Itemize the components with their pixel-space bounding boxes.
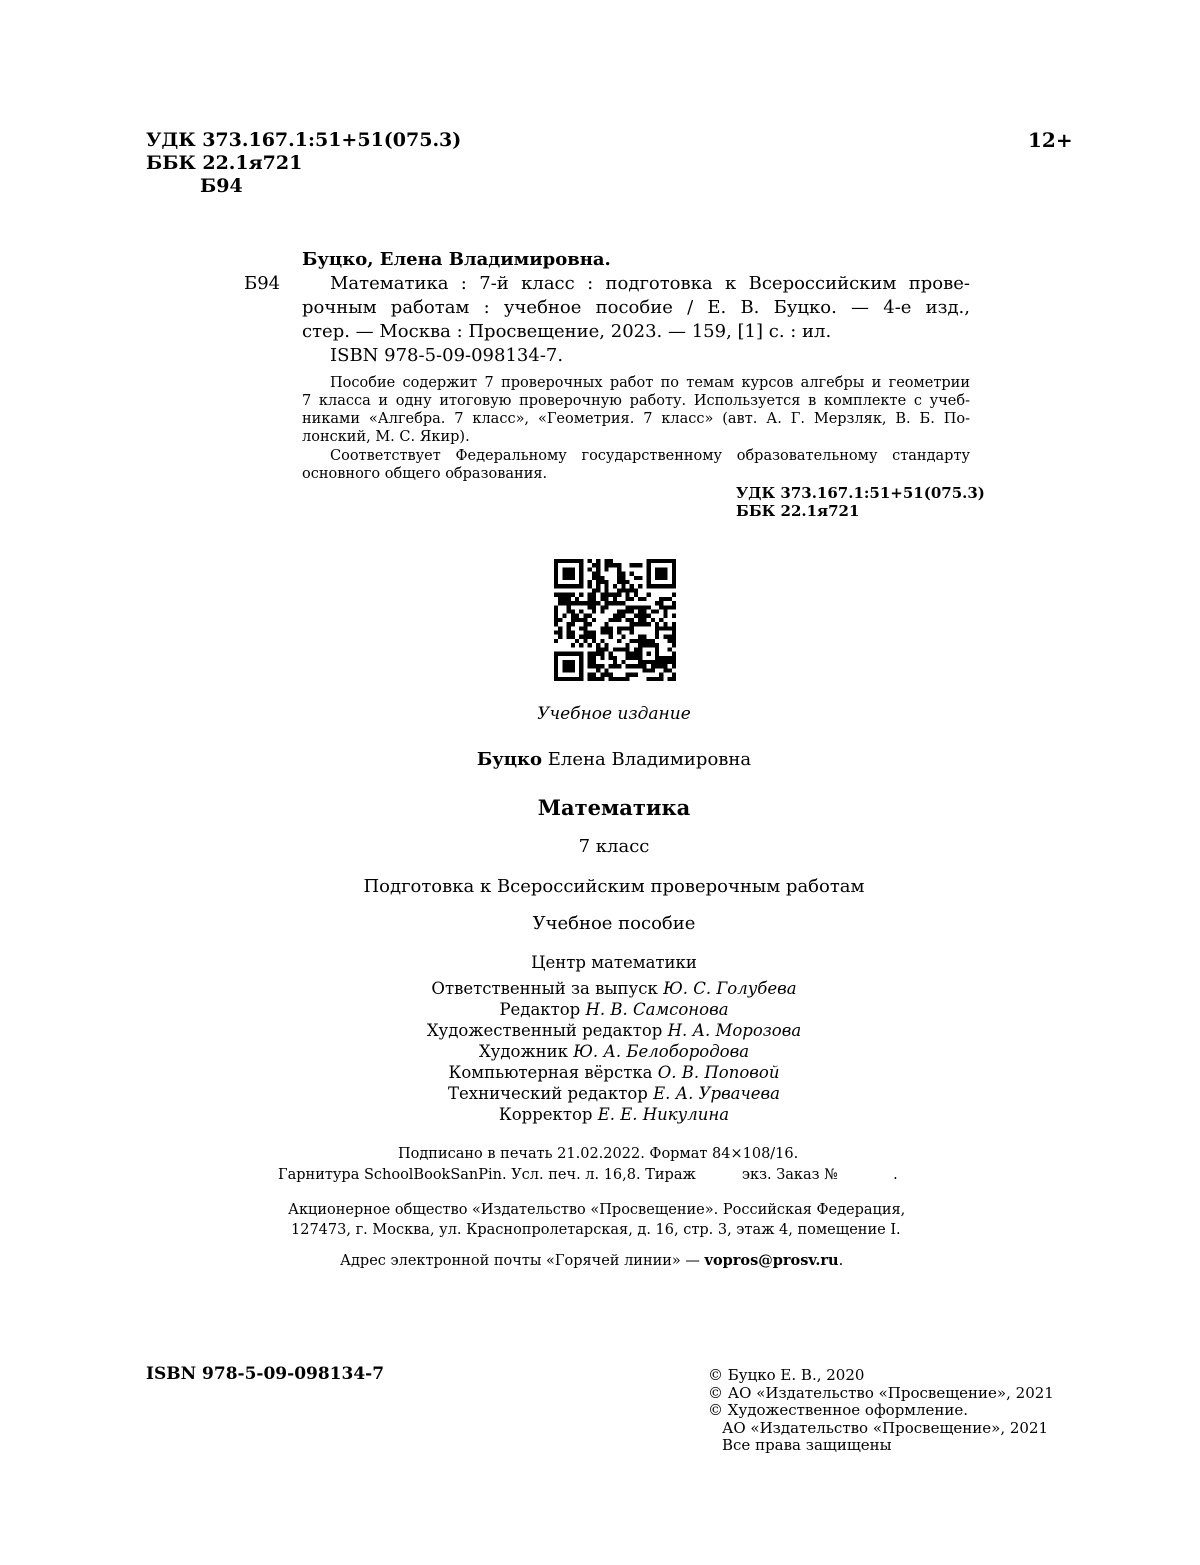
book-type: Учебное пособие <box>532 913 696 934</box>
hotline-email-line <box>340 1251 843 1271</box>
record-annotation-line: Пособие содержит 7 проверочных работ по темам курсов алгебры и геометрии <box>330 375 970 391</box>
qr-code <box>554 559 676 681</box>
credit-role: Ответственный за выпуск <box>431 979 664 998</box>
credit-name: Е. Е. Никулина <box>597 1105 730 1124</box>
record-author-heading: Буцко, Елена Владимировна. <box>302 249 611 270</box>
header-bbk: ББК 22.1я721 <box>146 152 303 174</box>
hotline-email: vopros@prosv.ru <box>704 1252 839 1269</box>
record-standard-line: основного общего образования. <box>302 466 548 482</box>
credit-line <box>0 1062 1200 1083</box>
record-bbk: ББК 22.1я721 <box>736 502 860 520</box>
record-title-line: рочным работам : учебное пособие / Е. В. Буцко. — 4-е изд., <box>302 297 970 318</box>
book-title: Математика <box>537 795 691 820</box>
credit-name: Н. В. Самсонова <box>585 1000 729 1019</box>
credit-line <box>0 1041 1200 1062</box>
publishing-center: Центр математики <box>531 953 697 972</box>
record-standard-line: Соответствует Федеральному государственному образовательному стандарту <box>330 448 970 464</box>
credit-line <box>0 1083 1200 1104</box>
credit-name: Е. А. Урвачева <box>653 1084 780 1103</box>
credit-role: Корректор <box>498 1105 598 1124</box>
record-annotation-line: никами «Алгебра. 7 класс», «Геометрия. 7 класс» (авт. А. Г. Мерзляк, В. Б. По- <box>302 411 970 427</box>
edition-type: Учебное издание <box>537 704 691 724</box>
record-code: Б94 <box>244 273 281 294</box>
author-name: Елена Владимировна <box>542 749 752 770</box>
copyright-line: © АО «Издательство «Просвещение», 2021 <box>708 1383 1054 1402</box>
book-subtitle: Подготовка к Всероссийским проверочным работам <box>363 876 865 897</box>
credit-name: Ю. С. Голубева <box>663 979 797 998</box>
record-annotation-line: 7 класса и одну итоговую проверочную работу. Используется в комплекте с учеб- <box>302 393 970 409</box>
publisher-line: Акционерное общество «Издательство «Просвещение». Российская Федерация, <box>288 1202 906 1218</box>
credit-role: Редактор <box>499 1000 586 1019</box>
email-suffix: . <box>838 1253 844 1269</box>
header-code: Б94 <box>200 175 243 197</box>
credit-line <box>0 1020 1200 1041</box>
credit-role: Технический редактор <box>448 1084 654 1103</box>
copyright-line: Все права защищены <box>722 1436 892 1454</box>
record-isbn: ISBN 978-5-09-098134-7. <box>330 345 564 366</box>
email-prefix: Адрес электронной почты «Горячей линии» — <box>340 1253 705 1269</box>
age-rating: 12+ <box>1028 128 1073 152</box>
copyright-line: © Художественное оформление. <box>708 1401 969 1419</box>
credit-name: Ю. А. Белобородова <box>573 1042 750 1061</box>
print-info-line: Подписано в печать 21.02.2022. Формат 84×108/16. <box>398 1146 799 1162</box>
print-info-line: Гарнитура SchoolBookSanPin. Усл. печ. л. 16,8. Тираж экз. Заказ № . <box>278 1167 898 1183</box>
header-udk: УДК 373.167.1:51+51(075.3) <box>146 129 462 151</box>
record-annotation-line: лонский, М. С. Якир). <box>302 429 470 445</box>
credit-name: О. В. Поповой <box>657 1063 780 1082</box>
credit-line <box>0 999 1200 1020</box>
credit-name: Н. А. Морозова <box>667 1021 802 1040</box>
book-grade: 7 класс <box>578 836 650 857</box>
credit-line <box>0 978 1200 999</box>
record-title-line: стер. — Москва : Просвещение, 2023. — 159, [1] с. : ил. <box>302 321 832 342</box>
author-surname: Буцко <box>476 749 543 770</box>
copyright-line: © Буцко Е. В., 2020 <box>708 1366 865 1384</box>
credit-role: Художник <box>478 1042 574 1061</box>
copyright-line: АО «Издательство «Просвещение», 2021 <box>722 1418 1049 1437</box>
publisher-line: 127473, г. Москва, ул. Краснопролетарская, д. 16, стр. 3, этаж 4, помещение I. <box>291 1222 901 1238</box>
credit-role: Художественный редактор <box>426 1021 668 1040</box>
credit-line <box>0 1104 1200 1125</box>
credit-role: Компьютерная вёрстка <box>448 1063 658 1082</box>
record-udk: УДК 373.167.1:51+51(075.3) <box>736 484 985 502</box>
footer-isbn: ISBN 978-5-09-098134-7 <box>146 1364 385 1384</box>
record-title-line: Математика : 7-й класс : подготовка к Всероссийским прове- <box>330 273 970 294</box>
colophon-author <box>0 749 1200 770</box>
